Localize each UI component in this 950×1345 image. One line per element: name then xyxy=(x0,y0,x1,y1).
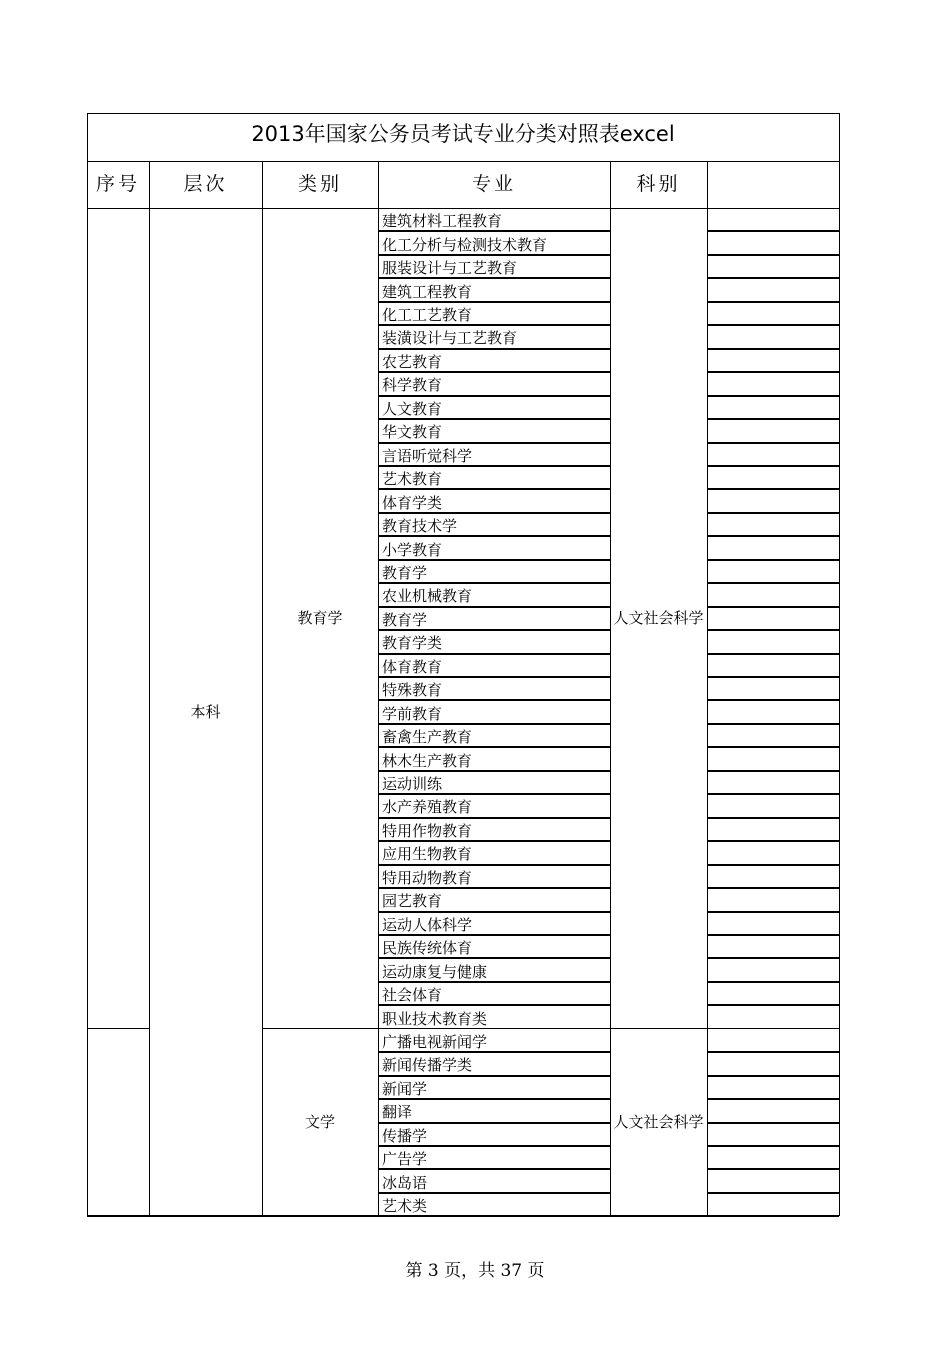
major-cell: 特殊教育 xyxy=(382,681,443,700)
category-cell: 文学 xyxy=(304,1113,335,1132)
grid-line xyxy=(839,113,840,1216)
major-cell: 小学教育 xyxy=(382,540,443,559)
major-cell: 传播学 xyxy=(382,1126,428,1145)
major-cell: 科学教育 xyxy=(382,376,443,395)
major-cell: 建筑材料工程教育 xyxy=(382,212,503,231)
grid-line xyxy=(707,864,839,866)
grid-line xyxy=(707,793,839,795)
major-cell: 言语听觉科学 xyxy=(382,446,473,465)
grid-line xyxy=(707,981,839,983)
grid-line xyxy=(87,113,88,1216)
table-title: 2013年国家公务员考试专业分类对照表excel xyxy=(251,121,675,146)
grid-line xyxy=(707,957,839,959)
header-category: 类别 xyxy=(297,173,342,195)
grid-line xyxy=(707,817,839,819)
grid-line xyxy=(707,1004,839,1006)
grid-line xyxy=(707,301,839,303)
grid-line xyxy=(707,746,839,748)
major-cell: 水产养殖教育 xyxy=(382,798,473,817)
grid-line xyxy=(707,723,839,725)
major-cell: 服装设计与工艺教育 xyxy=(382,259,518,278)
grid-line xyxy=(707,911,839,913)
major-cell: 林木生产教育 xyxy=(382,751,473,770)
major-cell: 体育教育 xyxy=(382,657,443,676)
header-seq: 序号 xyxy=(95,173,140,195)
major-cell: 人文教育 xyxy=(382,399,443,418)
major-cell: 建筑工程教育 xyxy=(382,282,473,301)
major-cell: 农艺教育 xyxy=(382,352,443,371)
major-cell: 广播电视新闻学 xyxy=(382,1032,488,1051)
major-cell: 学前教育 xyxy=(382,704,443,723)
grid-line xyxy=(707,1192,839,1194)
grid-line xyxy=(707,1075,839,1077)
header-major: 专业 xyxy=(471,173,516,195)
grid-line xyxy=(707,934,839,936)
grid-line xyxy=(707,324,839,326)
grid-line xyxy=(707,395,839,397)
major-cell: 民族传统体育 xyxy=(382,939,473,958)
grid-line xyxy=(707,653,839,655)
major-cell: 艺术教育 xyxy=(382,470,443,489)
major-cell: 华文教育 xyxy=(382,423,443,442)
major-cell: 应用生物教育 xyxy=(382,845,473,864)
major-cell: 翻译 xyxy=(382,1103,413,1122)
grid-line xyxy=(707,371,839,373)
grid-line xyxy=(707,418,839,420)
subject-cell: 人文社会科学 xyxy=(613,1113,704,1132)
major-cell: 运动人体科学 xyxy=(382,915,473,934)
grid-line xyxy=(707,348,839,350)
grid-line xyxy=(707,442,839,444)
major-cell: 教育学 xyxy=(382,610,428,629)
grid-line xyxy=(707,629,839,631)
category-cell: 教育学 xyxy=(297,608,343,627)
major-cell: 广告学 xyxy=(382,1150,428,1169)
major-cell: 教育学 xyxy=(382,563,428,582)
major-cell: 新闻学 xyxy=(382,1079,428,1098)
subject-cell: 人文社会科学 xyxy=(613,608,704,627)
grid-line xyxy=(707,277,839,279)
major-cell: 农业机械教育 xyxy=(382,587,473,606)
page-footer: 第 3 页，共 37 页 xyxy=(405,1260,545,1281)
grid-line xyxy=(707,1145,839,1147)
major-cell: 园艺教育 xyxy=(382,892,443,911)
major-cell: 教育技术学 xyxy=(382,517,458,536)
grid-line xyxy=(707,1028,839,1029)
grid-line xyxy=(707,676,839,678)
grid-line xyxy=(707,465,839,467)
grid-line xyxy=(707,699,839,701)
major-cell: 特用作物教育 xyxy=(382,821,473,840)
major-cell: 艺术类 xyxy=(382,1197,428,1216)
grid-line xyxy=(707,559,839,561)
major-cell: 社会体育 xyxy=(382,986,443,1005)
major-cell: 体育学类 xyxy=(382,493,443,512)
header-level: 层次 xyxy=(183,173,228,195)
grid-line xyxy=(707,606,839,608)
grid-line xyxy=(707,1168,839,1170)
grid-line xyxy=(707,1051,839,1053)
grid-line xyxy=(707,535,839,537)
major-cell: 化工分析与检测技术教育 xyxy=(382,235,548,254)
grid-line xyxy=(707,840,839,842)
grid-line xyxy=(707,230,839,232)
major-cell: 冰岛语 xyxy=(382,1173,428,1192)
grid-line xyxy=(707,488,839,490)
major-cell: 职业技术教育类 xyxy=(382,1009,488,1028)
major-cell: 新闻传播学类 xyxy=(382,1056,473,1075)
grid-line xyxy=(87,1028,149,1029)
major-cell: 畜禽生产教育 xyxy=(382,728,473,747)
grid-line xyxy=(707,254,839,256)
major-cell: 运动康复与健康 xyxy=(382,962,488,981)
grid-line xyxy=(707,512,839,514)
grid-line xyxy=(707,1122,839,1124)
grid-line xyxy=(707,887,839,889)
grid-line xyxy=(707,1098,839,1100)
major-cell: 教育学类 xyxy=(382,634,443,653)
major-cell: 运动训练 xyxy=(382,775,443,794)
grid-line xyxy=(707,770,839,772)
major-cell: 特用动物教育 xyxy=(382,868,473,887)
level-cell: 本科 xyxy=(190,702,221,721)
grid-line xyxy=(707,582,839,584)
major-cell: 化工工艺教育 xyxy=(382,306,473,325)
major-cell: 装潢设计与工艺教育 xyxy=(382,329,518,348)
header-subject: 科别 xyxy=(636,173,681,195)
